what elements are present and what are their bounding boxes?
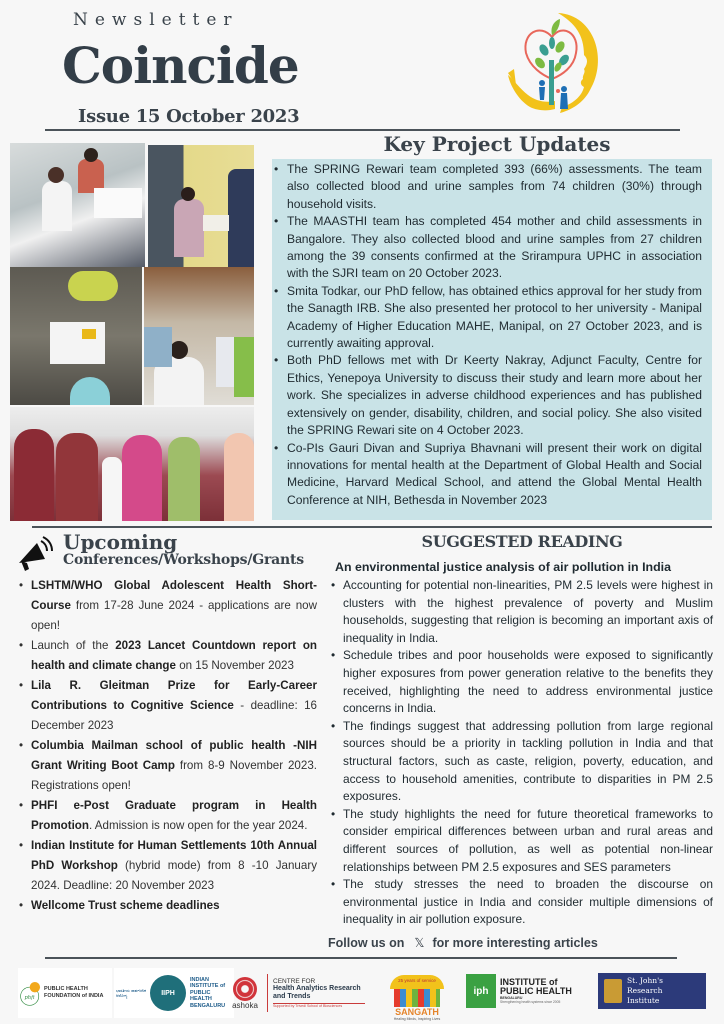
suggested-reading-list [329, 577, 713, 929]
key-update-item: • Smita Todkar, our PhD fellow, has obtained ethics approval for her study from the Sanagth IRB. She also presented her protocol to her university - Manipal Academy of Higher Education MAHE, Manipal, on 27 October 2023, and is currently awaiting approval. [272, 283, 702, 353]
tree-hands-logo-icon [500, 5, 610, 125]
reading-point: • Schedule tribes and poor households were exposed to significantly higher exposures from power generation relative to the benefits they received, highlighting the need to address environmental justice concerns in India. [329, 647, 713, 717]
item-text: . Admission is now open for the year 2024. [88, 819, 308, 832]
logo-label: INSTITUTE of PUBLIC HEALTH [500, 977, 572, 996]
svg-text:phfi: phfi [24, 994, 35, 1001]
key-update-item: • Both PhD fellows met with Dr Keerty Nakray, Adjunct Faculty, Centre for Ethics, Yenepoya University to discuss their study and learn more about her work. She specializes in adverse childhood experiences and has published extensively on gender, disability, children, and social policy. She also visited the SPRING Rewari site on 4 October 2023. [272, 352, 702, 439]
reading-point: • The study stresses the need to broaden the discourse on environmental justice in India and consider multiple dimensions of inequality in air pollution exposure. [329, 876, 713, 929]
photo-clinic-visit [148, 145, 254, 267]
upcoming-item[interactable] [17, 896, 317, 916]
key-updates-panel [272, 159, 712, 520]
upcoming-item[interactable] [17, 836, 317, 896]
key-updates-heading: Key Project Updates [383, 132, 611, 156]
issue-date: Issue 15 October 2023 [78, 106, 300, 127]
upcoming-list [17, 576, 317, 916]
item-text: (hybrid mode) from 8 -10 January 2024. Deadline: 20 November 2023 [31, 859, 317, 892]
partner-logos [18, 963, 718, 1021]
photo-lab-sample [10, 143, 145, 267]
brand-logo [500, 5, 610, 125]
reading-point: • The study highlights the need for future theoretical frameworks to consider empirical differences between urban and rural areas and different sources of pollution, as well as potential non-linear relationships between PM 2.5 exposures and SES parameters [329, 806, 713, 876]
logo-ashoka-chart[interactable] [228, 968, 378, 1018]
logo-phfi[interactable] [18, 968, 112, 1018]
logo-label: INDIAN INSTITUTE of PUBLIC HEALTH BENGALURU [190, 976, 226, 1009]
follow-us-line [328, 935, 598, 950]
reading-point: • The findings suggest that addressing pollution from large regional sources should be a priority in tackling pollution in India and that structural factors, such as caste, religion, poverty, education, and access to household amenities, contribute to disparities in PM 2.5 exposures. [329, 718, 713, 806]
photo-collage [10, 143, 254, 521]
logo-label: ashoka [232, 1000, 258, 1010]
suggested-reading-heading: SUGGESTED READING [421, 532, 623, 551]
upcoming-item[interactable] [17, 796, 317, 836]
masthead-rule [45, 129, 680, 131]
logo-banner: 25 years of service [390, 975, 444, 989]
logo-label: Health Analytics Research and Trends [273, 985, 361, 1000]
logo-label: St. John's Research Institute [627, 976, 664, 1005]
key-updates-list [272, 161, 702, 509]
logo-iiph[interactable]: ಭಾರತೀಯ ಸಾರ್ವಜನಿಕ ಆರೋಗ್ಯ IIPH INDIAN INSTITUTE of PUBLIC HEALTH BENGALURU [114, 968, 234, 1018]
logo-iph[interactable] [466, 973, 584, 1009]
item-link[interactable]: 2023 Lancet Countdown report on health and climate change [31, 639, 317, 672]
megaphone-icon [15, 533, 55, 573]
item-link[interactable]: Columbia Mailman school of public health -NIH Grant Writing Boot Camp [31, 739, 317, 772]
upcoming-item[interactable] [17, 636, 317, 676]
key-update-item: • The MAASTHI team has completed 454 mother and child assessments in Bangalore. They also collected blood and urine samples from 27 children among the 39 consents confirmed at the Srirampura UPHC in association with the SJRI team on 20 October 2023. [272, 213, 702, 283]
upcoming-subheading: Conferences/Workshops/Grants [63, 552, 304, 568]
upcoming-heading: Upcoming [63, 530, 178, 554]
item-link[interactable]: Wellcome Trust scheme deadlines [31, 899, 220, 912]
x-logo-icon[interactable]: 𝕏 [414, 936, 425, 950]
photo-blood-sample [144, 267, 254, 405]
logo-sangath[interactable] [386, 961, 448, 1021]
key-update-item: • The SPRING Rewari team completed 393 (66%) assessments. The team also collected blood and urine samples from 74 children (30%) through household visits. [272, 161, 702, 213]
phfi-sun-icon [18, 970, 44, 1016]
item-link[interactable]: PHFI e-Post Graduate program in Health Promotion [31, 799, 317, 832]
ashoka-mandala-icon [233, 977, 257, 1001]
logo-label: SANGATH [395, 1007, 439, 1017]
follow-text: for more interesting articles [432, 936, 598, 950]
article-title[interactable]: An environmental justice analysis of air pollution in India [335, 560, 671, 574]
sjri-crest-icon [604, 979, 622, 1003]
section-rule [32, 526, 712, 528]
footer-rule [45, 957, 677, 959]
upcoming-item[interactable] [17, 676, 317, 736]
newsletter-title: Coincide [62, 36, 299, 95]
newsletter-label: Newsletter [73, 10, 239, 30]
item-text: on 15 November 2023 [175, 659, 294, 672]
photo-child-assessment [10, 267, 142, 405]
logo-tagline: Healing Minds, Inspiring Lives [393, 1017, 441, 1021]
photo-team-group [10, 407, 254, 521]
item-link[interactable]: Lila R. Gleitman Prize for Early-Career Contributions to Cognitive Science [31, 679, 317, 712]
item-link[interactable]: LSHTM/WHO Global Adolescent Health Short-Course [31, 579, 317, 612]
follow-text: Follow us on [328, 936, 405, 950]
item-text: Launch of the [31, 639, 116, 652]
logo-note: Supported by Trivedi School of Biosciences [273, 1003, 365, 1008]
upcoming-item[interactable] [17, 736, 317, 796]
item-text: - deadline: 16 December 2023 [31, 699, 317, 732]
logo-tagline: Strengthening health systems since 2005 [500, 1000, 561, 1004]
logo-sjri[interactable] [598, 973, 706, 1009]
logo-label: PUBLIC HEALTH FOUNDATION of INDIA [43, 986, 104, 999]
iiph-globe-icon: IIPH [150, 975, 186, 1011]
logo-label: CENTRE FOR [273, 978, 316, 985]
iph-mark-icon: iph [466, 974, 496, 1008]
item-link[interactable]: Indian Institute for Human Settlements 10th Annual PhD Workshop [31, 839, 317, 872]
reading-point: • Accounting for potential non-linearities, PM 2.5 levels were highest in clusters with the highest prevalence of poverty and Muslim households, suggesting that religion is becoming an important axis of inequality in India. [329, 577, 713, 647]
item-text: from 8-9 November 2023. Registrations open! [31, 759, 317, 792]
logo-city: BENGALURU [500, 996, 523, 1000]
upcoming-item[interactable] [17, 576, 317, 636]
item-text: from 17-28 June 2024 - applications are now open! [31, 599, 317, 632]
key-update-item: • Co-PIs Gauri Divan and Supriya Bhavnani will present their work on digital innovations for mental health at the Department of Global Health and Social Medicine, Harvard Medical School, and attend the Global Mental Health Conference at NIH, Bethesda in November 2023 [272, 440, 702, 510]
